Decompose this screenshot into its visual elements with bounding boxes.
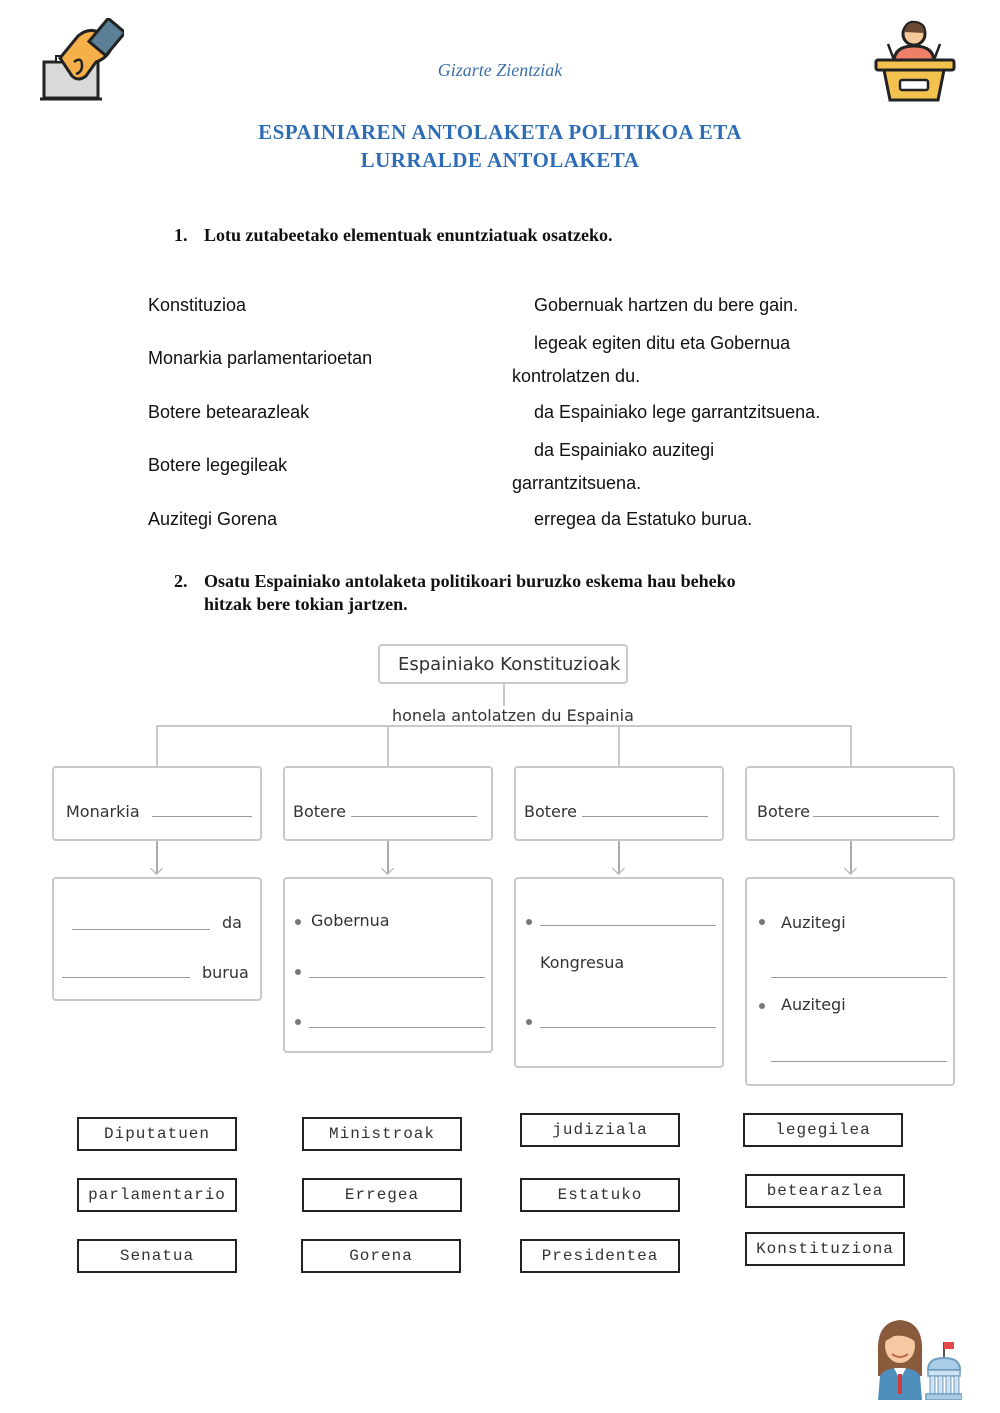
exercise-2-text-line-2: hitzak bere tokian jartzen. [204,594,408,614]
exercise-1-number: 1. [174,225,188,245]
bottom-box-3-item-2: Kongresua [540,953,625,972]
page-title [0,118,1000,174]
connector-drop-4 [850,725,852,767]
word-legegilea[interactable]: legegilea [743,1113,903,1147]
right-item-1[interactable]: Gobernuak hartzen du bere gain. [534,295,799,315]
exercise-2-instruction [174,570,874,618]
right-item-4-line-1[interactable]: da Espainiako auzitegi [534,440,715,460]
exercise-1-instruction [174,224,874,248]
bottom-box-1-blank-1[interactable] [72,929,210,930]
bottom-box-4-item-1: Auzitegi [781,913,846,932]
word-konstituziona[interactable]: Konstituziona [745,1232,905,1266]
word-ministroak[interactable]: Ministroak [302,1117,462,1151]
top-box-3-blank[interactable] [582,816,708,817]
word-estatuko[interactable]: Estatuko [520,1178,680,1212]
top-box-botere-3 [745,766,955,841]
bottom-box-4 [745,877,955,1086]
bottom-box-2-item-1: Gobernua [311,911,390,930]
subject-label: Gizarte Zientziak [437,60,563,80]
connector-vertical-root [503,684,505,706]
exercise-2-text-line-1: Osatu Espainiako antolaketa politikoari buruzko eskema hau beheko [204,571,736,591]
left-item-2[interactable]: Monarkia parlamentarioetan [148,348,373,368]
exercise-2-number: 2. [174,571,188,591]
bottom-box-1-blank-2[interactable] [62,977,190,978]
connector-horizontal [156,725,852,727]
right-item-3[interactable]: da Espainiako lege garrantzitsuena. [534,402,821,422]
top-box-4-label: Botere [757,802,810,821]
word-betearazlea[interactable]: betearazlea [745,1174,905,1208]
bullet-icon [526,919,532,925]
word-parlamentario[interactable]: parlamentario [77,1178,237,1212]
title-line-2: LURRALDE ANTOLAKETA [360,148,640,172]
bottom-box-2-blank-1[interactable] [309,977,485,978]
arrow-down-icon [150,862,163,875]
top-box-botere-2 [514,766,724,841]
bottom-box-4-blank-1[interactable] [771,977,947,978]
bullet-icon [526,1019,532,1025]
bullet-icon [295,969,301,975]
left-item-1[interactable]: Konstituzioa [148,295,247,315]
connector-drop-2 [387,725,389,767]
word-judiziala[interactable]: judiziala [520,1113,680,1147]
bottom-box-2 [283,877,493,1053]
woman-government-building-icon [872,1314,962,1400]
bottom-box-4-blank-2[interactable] [771,1061,947,1062]
left-item-5[interactable]: Auzitegi Gorena [148,509,278,529]
bullet-icon [759,1003,765,1009]
connector-drop-3 [618,725,620,767]
diagram-root-label: Espainiako Konstituzioak [398,654,621,675]
right-item-2-line-1[interactable]: legeak egiten ditu eta Gobernua [534,333,791,353]
bottom-box-1-burua: burua [202,963,249,982]
top-box-4-blank[interactable] [813,816,939,817]
top-box-monarkia [52,766,262,841]
arrow-down-icon [612,862,625,875]
left-item-4[interactable]: Botere legegileak [148,455,288,475]
exercise-1-text: Lotu zutabeetako elementuak enuntziatuak osatzeko. [204,225,613,245]
bottom-box-1-da: da [222,913,242,932]
left-item-3[interactable]: Botere betearazleak [148,402,310,422]
bullet-icon [295,919,301,925]
bottom-box-3-blank-2[interactable] [540,1027,716,1028]
top-box-1-blank[interactable] [152,816,252,817]
top-box-botere-1 [283,766,493,841]
bottom-box-3-blank-1[interactable] [540,925,716,926]
bullet-icon [295,1019,301,1025]
bottom-box-4-item-2: Auzitegi [781,995,846,1014]
word-gorena[interactable]: Gorena [301,1239,461,1273]
right-item-4-line-2[interactable]: garrantzitsuena. [512,473,642,493]
right-item-5[interactable]: erregea da Estatuko burua. [534,509,753,529]
word-diputatuen[interactable]: Diputatuen [77,1117,237,1151]
arrow-down-icon [381,862,394,875]
bullet-icon [759,919,765,925]
connector-drop-1 [156,725,158,767]
bottom-box-1 [52,877,262,1001]
word-senatua[interactable]: Senatua [77,1239,237,1273]
bottom-box-3 [514,877,724,1068]
bottom-box-2-blank-2[interactable] [309,1027,485,1028]
top-box-2-blank[interactable] [351,816,477,817]
top-box-2-label: Botere [293,802,346,821]
word-presidentea[interactable]: Presidentea [520,1239,680,1273]
arrow-down-icon [844,862,857,875]
top-box-1-label: Monarkia [66,802,140,821]
right-item-2-line-2[interactable]: kontrolatzen du. [512,366,641,386]
top-box-3-label: Botere [524,802,577,821]
diagram-root-box [378,644,628,684]
diagram-connector-label: honela antolatzen du Espainia [392,706,634,725]
word-erregea[interactable]: Erregea [302,1178,462,1212]
title-line-1: ESPAINIAREN ANTOLAKETA POLITIKOA ETA [258,120,742,144]
